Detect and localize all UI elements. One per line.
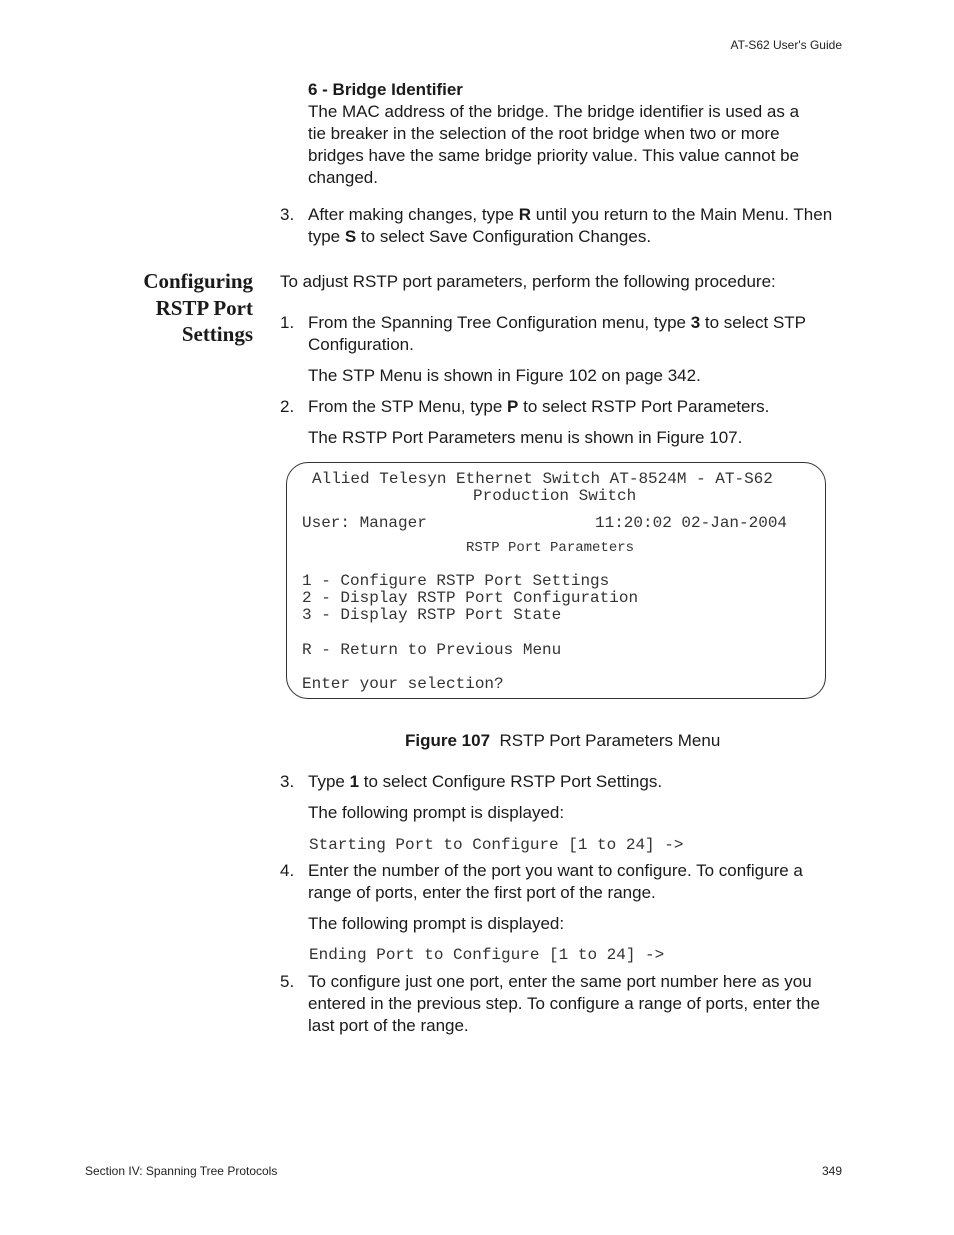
- step-4-note: The following prompt is displayed:: [308, 914, 565, 933]
- terminal-return-option: R - Return to Previous Menu: [302, 641, 562, 659]
- bridge-identifier-line: tie breaker in the selection of the root bridge when two or more: [308, 124, 780, 143]
- figure-caption: [405, 731, 720, 751]
- step-number: 5.: [280, 972, 295, 991]
- figure-caption-text: RSTP Port Parameters Menu: [499, 731, 721, 750]
- section-heading: [90, 268, 253, 348]
- bridge-identifier-line: The MAC address of the bridge. The bridge identifier is used as a: [308, 102, 800, 121]
- key-r: R: [518, 205, 532, 224]
- step-text: Enter the number of the port you want to configure. To configure a: [308, 861, 803, 880]
- step-text: to select RSTP Port Parameters.: [518, 397, 770, 416]
- step-text: to select STP: [700, 313, 807, 332]
- step-text: After making changes, type: [308, 205, 519, 224]
- step-text: until you return to the Main Menu. Then: [531, 205, 833, 224]
- step-text: range of ports, enter the first port of the range.: [308, 883, 656, 902]
- running-header: AT-S62 User's Guide: [730, 38, 842, 52]
- step-number: 2.: [280, 397, 295, 416]
- terminal-menu-title: RSTP Port Parameters: [466, 540, 635, 556]
- step-1-text: [308, 312, 848, 356]
- terminal-title: Allied Telesyn Ethernet Switch AT-8524M - AT-S62: [312, 470, 773, 488]
- terminal-screen: [286, 462, 826, 699]
- terminal-menu-option: 2 - Display RSTP Port Configuration: [302, 589, 639, 607]
- bridge-identifier-title: 6 - Bridge Identifier: [308, 80, 463, 99]
- heading-line: RSTP Port: [155, 295, 253, 320]
- terminal-menu-option: 3 - Display RSTP Port State: [302, 606, 562, 624]
- starting-port-prompt: Starting Port to Configure [1 to 24] ->: [309, 836, 684, 854]
- key-3: 3: [690, 313, 701, 332]
- terminal-timestamp: 11:20:02 02-Jan-2004: [595, 514, 788, 532]
- step-2-text: [308, 396, 848, 418]
- step-text: From the STP Menu, type: [308, 397, 508, 416]
- step-3-top-text: [308, 204, 868, 248]
- step-text: Configuration.: [308, 335, 414, 354]
- step-number: 3.: [280, 772, 295, 791]
- step-number: 4.: [280, 861, 295, 880]
- step-text: Type: [308, 772, 350, 791]
- step-text: type: [308, 227, 345, 246]
- section-intro: To adjust RSTP port parameters, perform the following procedure:: [280, 272, 776, 291]
- step-text: to select Configure RSTP Port Settings.: [359, 772, 663, 791]
- step-3-text: [308, 771, 848, 793]
- step-number: 3.: [280, 205, 295, 224]
- terminal-prompt: Enter your selection?: [302, 675, 504, 693]
- step-text: last port of the range.: [308, 1016, 469, 1035]
- step-5-text: [308, 971, 868, 1037]
- step-4-text: [308, 860, 868, 904]
- step-text: entered in the previous step. To configure a range of ports, enter the: [308, 994, 820, 1013]
- key-s: S: [344, 227, 357, 246]
- step-text: to select Save Configuration Changes.: [356, 227, 652, 246]
- bridge-identifier-line: bridges have the same bridge priority value. This value cannot be: [308, 146, 800, 165]
- key-p: P: [507, 397, 519, 416]
- bridge-identifier-line: changed.: [308, 168, 378, 187]
- step-3-note: The following prompt is displayed:: [308, 803, 565, 822]
- heading-line: Configuring: [143, 269, 253, 293]
- page-number: 349: [821, 1164, 842, 1178]
- step-2-note: The RSTP Port Parameters menu is shown in Figure 107.: [308, 428, 743, 447]
- footer-section: Section IV: Spanning Tree Protocols: [85, 1164, 278, 1178]
- terminal-subtitle: Production Switch: [473, 487, 637, 505]
- bridge-identifier-block: [308, 79, 848, 189]
- heading-line: Settings: [181, 322, 253, 346]
- figure-label: Figure 107: [405, 731, 491, 750]
- key-1: 1: [349, 772, 360, 791]
- step-text: From the Spanning Tree Configuration menu, type: [308, 313, 691, 332]
- step-number: 1.: [280, 313, 295, 332]
- terminal-menu-option: 1 - Configure RSTP Port Settings: [302, 572, 610, 590]
- step-text: To configure just one port, enter the same port number here as you: [308, 972, 812, 991]
- ending-port-prompt: Ending Port to Configure [1 to 24] ->: [309, 946, 665, 964]
- terminal-user: User: Manager: [302, 514, 427, 532]
- step-1-note: The STP Menu is shown in Figure 102 on page 342.: [308, 366, 701, 385]
